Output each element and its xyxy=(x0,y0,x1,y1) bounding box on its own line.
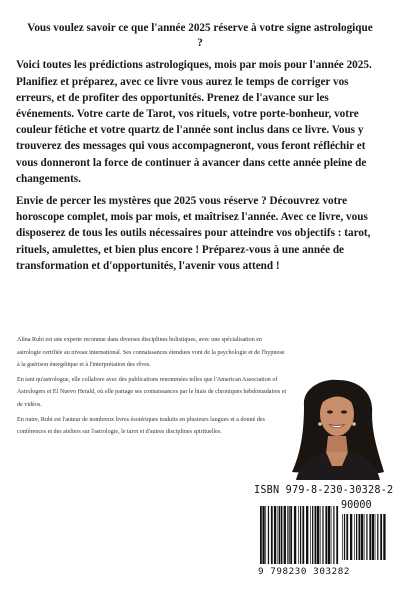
barcode-bar xyxy=(312,506,313,564)
barcode-bar xyxy=(369,514,371,560)
back-cover-blurb xyxy=(16,20,384,280)
barcode-bar xyxy=(358,514,360,560)
barcode-bar xyxy=(306,506,308,564)
barcode-bar xyxy=(294,506,296,564)
blurb-paragraph-1: Voici toutes les prédictions astrologiques, mois par mois pour l'année 2025. Planifiez et préparez, avec ce livre vous aurez le temps de corriger vos erreurs, et de profiter des opportunités. Prenez de l'avance sur les événements. Votre carte de Tarot, vos rituels, votre porte-bonheur, votre couleur fétiche et votre quartz de l'année sont inclus dans ce livre. Vous y trouverez des messages qui vous accompagneront, vous feront réfléchir et vous donneront la force de continuer à avancer dans cette année pleine de changements. xyxy=(16,59,372,185)
barcode-bar xyxy=(377,514,378,560)
barcode-bar xyxy=(356,514,357,560)
blurb-question: Vous voulez savoir ce que l'année 2025 réserve à votre signe astrologique xyxy=(27,22,373,34)
author-bio xyxy=(17,334,287,441)
barcode-bar xyxy=(279,506,280,564)
barcode-bar xyxy=(354,514,355,560)
barcode-bar xyxy=(298,506,299,564)
barcode-bar xyxy=(375,514,376,560)
barcode-bar xyxy=(383,514,385,560)
barcode-bar xyxy=(317,506,319,564)
barcode-bar xyxy=(310,506,311,564)
price-code-label: 90000 xyxy=(341,500,372,511)
barcode-bar xyxy=(366,514,367,560)
barcode-bar xyxy=(302,506,304,564)
barcode-bar xyxy=(333,506,334,564)
barcode-bar xyxy=(325,506,327,564)
barcode-bar xyxy=(281,506,283,564)
barcode-bar xyxy=(260,506,262,564)
barcode-bar xyxy=(361,514,363,560)
author-portrait-icon xyxy=(286,376,388,480)
author-bio-paragraph-1: Alina Rubi est une experte reconnue dans diverses disciplines holistiques, avec une spécialisation en astrologie certifiée au niveau international. Ses connaissances étendues vont de la psychologie et de l'hypnose à la guérison énergétique et à l'interprétation des rêves. xyxy=(17,337,285,369)
barcode-bar xyxy=(262,506,264,564)
barcode-bar xyxy=(315,506,317,564)
isbn-label: ISBN 979-8-230-30328-2 xyxy=(254,485,394,496)
barcode-bar xyxy=(274,506,276,564)
barcode-bar xyxy=(342,514,343,560)
barcode-bar xyxy=(328,506,330,564)
barcode-bar xyxy=(372,514,374,560)
barcode-bar xyxy=(350,514,352,560)
barcode-bar xyxy=(336,506,338,564)
barcode-bar xyxy=(346,514,348,560)
barcode-bar xyxy=(268,506,269,564)
barcode-bar xyxy=(265,506,266,564)
barcode-bar xyxy=(288,506,289,564)
barcode-bar xyxy=(284,506,286,564)
barcode-bar xyxy=(380,514,382,560)
blurb-question-mark: ? xyxy=(197,37,203,50)
author-photo xyxy=(286,376,388,480)
barcode-bar xyxy=(331,506,332,564)
author-bio-paragraph-3: En outre, Rubi est l'auteur de nombreux livres ésotériques traduits en plusieurs langues et a donné des conférences et des ateliers sur l'astrologie, le tarot et d'autres disciplines spirituelles. xyxy=(17,416,266,436)
author-bio-paragraph-2: En tant qu'astrologue, elle collabore avec des publications renommées telles que l'American Association of Astrologers et El Nuevo Herald, où elle partage ses connaissances par le biais de chroniques hebdomadaires et de vidéos. xyxy=(17,376,287,408)
barcode-bar xyxy=(344,514,345,560)
barcode-bar xyxy=(300,506,301,564)
barcode-bar xyxy=(322,506,323,564)
barcode-bar xyxy=(271,506,273,564)
barcode-bar xyxy=(320,506,321,564)
barcode-bar xyxy=(364,514,365,560)
barcode-bar xyxy=(277,506,278,564)
barcode-bar xyxy=(290,506,292,564)
barcode-bar xyxy=(287,506,288,564)
blurb-paragraph-2: Envie de percer les mystères que 2025 vous réserve ? Découvrez votre horoscope complet, mois par mois, et maîtrisez l'année. Avec ce livre, vous disposerez de tous les outils nécessaires pour atteindre vos objectifs : tarot, rituels, amulettes, et bien plus encore ! Préparez-vous à une année de transformation et d'opportunités, l'avenir vous attend ! xyxy=(16,195,371,272)
barcode-digits: 9 798230 303282 xyxy=(258,566,350,577)
